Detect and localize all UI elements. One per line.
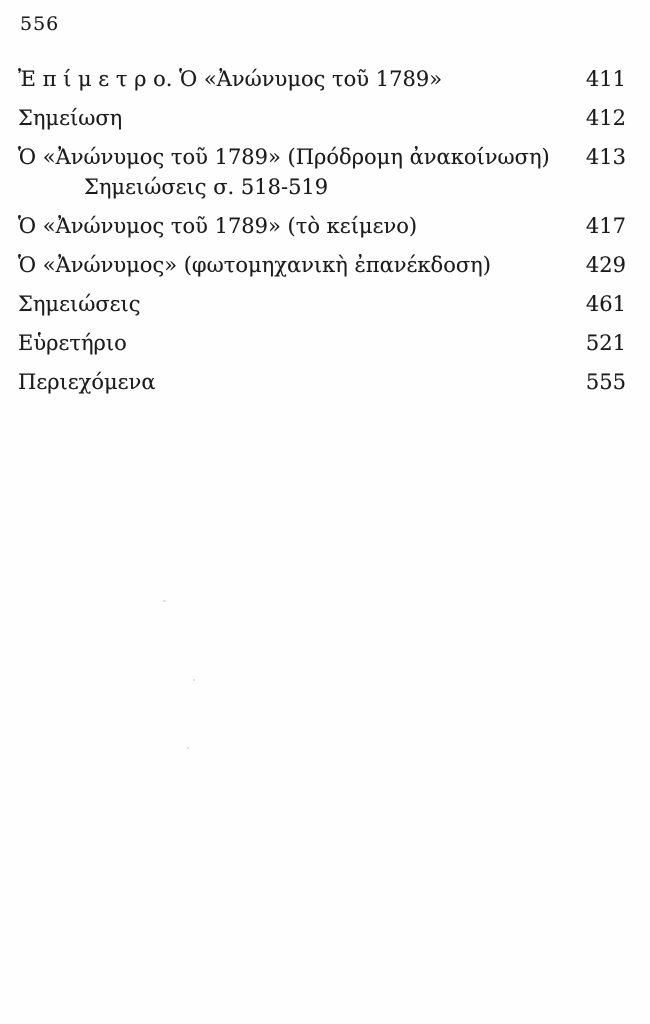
toc-entry <box>18 105 626 131</box>
scan-speck <box>163 600 166 602</box>
toc-row <box>18 66 626 92</box>
toc-entry <box>18 330 626 356</box>
toc-entry-label: Σημειώσεις <box>18 292 141 316</box>
toc-row <box>18 291 626 317</box>
toc-entry <box>18 213 626 239</box>
toc-row <box>18 369 626 395</box>
toc-entry <box>18 66 626 92</box>
toc-entry-label: Περιεχόμενα <box>18 370 156 394</box>
toc-entry-page: 521 <box>585 331 626 355</box>
toc-entry <box>18 369 626 395</box>
toc-entry-page: 555 <box>585 370 626 394</box>
toc-entry-label: Ἐ π ί μ ε τ ρ ο. Ὁ «Ἀνώνυμος τοῦ 1789» <box>18 67 443 91</box>
toc-entry-page: 412 <box>585 106 626 130</box>
toc-entry <box>18 144 626 200</box>
toc-row <box>18 105 626 131</box>
toc-entry-label: Εὑρετήριο <box>18 331 127 355</box>
toc-entry-label: Ὁ «Ἀνώνυμος τοῦ 1789» (τὸ κείμενο) <box>18 214 418 238</box>
toc-row <box>18 330 626 356</box>
toc-entry-label: Ὁ «Ἀνώνυμος τοῦ 1789» (Πρόδρομη ἀνακοίνωση) <box>18 145 550 169</box>
toc-entry-page: 429 <box>585 253 626 277</box>
toc-entry-page: 417 <box>585 214 626 238</box>
page-number-folio: 556 <box>20 13 60 35</box>
toc-row <box>18 252 626 278</box>
toc-entry-page: 411 <box>585 67 626 91</box>
toc-entry-page: 413 <box>585 145 626 169</box>
table-of-contents <box>18 66 626 408</box>
toc-row <box>18 144 626 170</box>
toc-entry-subnote: Σημειώσεις σ. 518-519 <box>84 175 329 199</box>
toc-entry <box>18 291 626 317</box>
toc-entry-page: 461 <box>585 292 626 316</box>
scan-speck <box>187 747 189 749</box>
toc-entry-label: Ὁ «Ἀνώνυμος» (φωτομηχανικὴ ἐπανέκδοση) <box>18 253 491 277</box>
toc-entry <box>18 252 626 278</box>
scan-speck <box>193 679 195 681</box>
toc-entry-label: Σημείωση <box>18 106 123 130</box>
toc-row <box>18 213 626 239</box>
